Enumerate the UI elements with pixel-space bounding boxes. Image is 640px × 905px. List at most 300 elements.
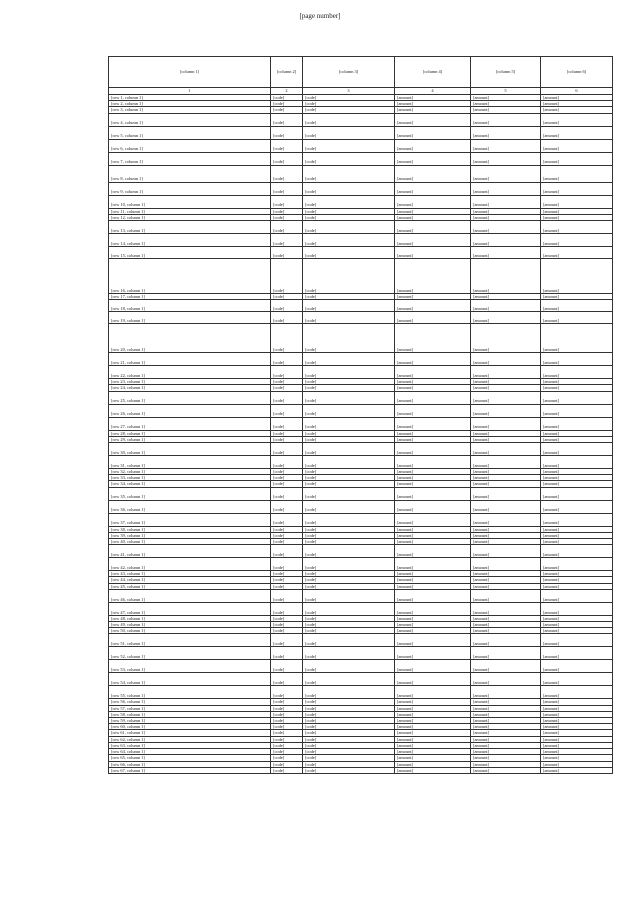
cell-budget-code: [code] (303, 487, 395, 500)
cell-executed: [amount] (471, 602, 541, 615)
cell-executed: [amount] (471, 430, 541, 436)
cell-line-code: [code] (271, 647, 303, 660)
cell-line-code: [code] (271, 577, 303, 583)
cell-budget-code: [code] (303, 391, 395, 404)
cell-line-code: [code] (271, 324, 303, 353)
cell-unexecuted: [amount] (541, 699, 613, 705)
cell-name: [row 67, column 1] (109, 767, 271, 773)
cell-executed: [amount] (471, 443, 541, 456)
cell-name: [row 8, column 1] (109, 165, 271, 182)
cell-executed: [amount] (471, 165, 541, 182)
table-row (109, 366, 613, 379)
cell-line-code: [code] (271, 660, 303, 673)
cell-unexecuted: [amount] (541, 767, 613, 773)
cell-approved: [amount] (395, 730, 471, 736)
cell-approved: [amount] (395, 152, 471, 165)
cell-approved: [amount] (395, 767, 471, 773)
cell-approved: [amount] (395, 545, 471, 558)
cell-name: [row 61, column 1] (109, 730, 271, 736)
cell-unexecuted: [amount] (541, 294, 613, 300)
cell-budget-code: [code] (303, 571, 395, 577)
cell-budget-code: [code] (303, 208, 395, 214)
cell-budget-code: [code] (303, 385, 395, 391)
cell-line-code: [code] (271, 404, 303, 417)
table-row (109, 126, 613, 139)
cell-executed: [amount] (471, 705, 541, 711)
cell-line-code: [code] (271, 622, 303, 628)
cell-name: [row 14, column 1] (109, 234, 271, 247)
cell-executed: [amount] (471, 571, 541, 577)
table-row (109, 152, 613, 165)
cell-budget-code: [code] (303, 366, 395, 379)
cell-name: [row 5, column 1] (109, 126, 271, 139)
cell-executed: [amount] (471, 436, 541, 442)
cell-name: [row 65, column 1] (109, 755, 271, 761)
cell-name: [row 48, column 1] (109, 615, 271, 621)
cell-approved: [amount] (395, 324, 471, 353)
cell-name: [row 20, column 1] (109, 324, 271, 353)
cell-unexecuted: [amount] (541, 417, 613, 430)
column-header: [column 1] (109, 57, 271, 88)
table-row (109, 404, 613, 417)
cell-executed: [amount] (471, 95, 541, 101)
table-row (109, 391, 613, 404)
cell-approved: [amount] (395, 443, 471, 456)
cell-name: [row 25, column 1] (109, 391, 271, 404)
cell-unexecuted: [amount] (541, 165, 613, 182)
cell-approved: [amount] (395, 481, 471, 487)
cell-name: [row 42, column 1] (109, 558, 271, 571)
cell-budget-code: [code] (303, 634, 395, 647)
cell-name: [row 55, column 1] (109, 686, 271, 699)
cell-budget-code: [code] (303, 628, 395, 634)
cell-executed: [amount] (471, 749, 541, 755)
cell-budget-code: [code] (303, 436, 395, 442)
cell-name: [row 64, column 1] (109, 749, 271, 755)
cell-name: [row 54, column 1] (109, 673, 271, 686)
cell-unexecuted: [amount] (541, 602, 613, 615)
cell-budget-code: [code] (303, 259, 395, 294)
cell-budget-code: [code] (303, 545, 395, 558)
cell-line-code: [code] (271, 724, 303, 730)
column-header: [column 6] (541, 57, 613, 88)
cell-unexecuted: [amount] (541, 324, 613, 353)
cell-line-code: [code] (271, 385, 303, 391)
cell-approved: [amount] (395, 391, 471, 404)
table-row (109, 589, 613, 602)
cell-approved: [amount] (395, 571, 471, 577)
cell-unexecuted: [amount] (541, 711, 613, 717)
cell-line-code: [code] (271, 718, 303, 724)
cell-unexecuted: [amount] (541, 126, 613, 139)
cell-name: [row 53, column 1] (109, 660, 271, 673)
cell-executed: [amount] (471, 724, 541, 730)
cell-executed: [amount] (471, 182, 541, 195)
cell-name: [row 49, column 1] (109, 622, 271, 628)
cell-approved: [amount] (395, 139, 471, 152)
cell-unexecuted: [amount] (541, 101, 613, 107)
cell-unexecuted: [amount] (541, 730, 613, 736)
cell-unexecuted: [amount] (541, 456, 613, 469)
cell-line-code: [code] (271, 761, 303, 767)
cell-line-code: [code] (271, 500, 303, 513)
cell-unexecuted: [amount] (541, 113, 613, 126)
table-row (109, 234, 613, 247)
cell-approved: [amount] (395, 214, 471, 220)
cell-budget-code: [code] (303, 95, 395, 101)
table-row (109, 247, 613, 259)
table-row (109, 443, 613, 456)
table-row (109, 165, 613, 182)
column-header: [column 5] (471, 57, 541, 88)
cell-unexecuted: [amount] (541, 152, 613, 165)
cell-line-code: [code] (271, 443, 303, 456)
cell-name: [row 52, column 1] (109, 647, 271, 660)
cell-executed: [amount] (471, 577, 541, 583)
cell-unexecuted: [amount] (541, 139, 613, 152)
cell-budget-code: [code] (303, 165, 395, 182)
cell-budget-code: [code] (303, 417, 395, 430)
cell-budget-code: [code] (303, 300, 395, 312)
cell-name: [row 62, column 1] (109, 736, 271, 742)
cell-name: [row 21, column 1] (109, 353, 271, 366)
cell-name: [row 2, column 1] (109, 101, 271, 107)
cell-budget-code: [code] (303, 139, 395, 152)
cell-unexecuted: [amount] (541, 628, 613, 634)
cell-budget-code: [code] (303, 589, 395, 602)
cell-approved: [amount] (395, 724, 471, 730)
cell-name: [row 63, column 1] (109, 742, 271, 748)
cell-name: [row 3, column 1] (109, 107, 271, 113)
cell-budget-code: [code] (303, 113, 395, 126)
cell-line-code: [code] (271, 699, 303, 705)
cell-budget-code: [code] (303, 312, 395, 324)
cell-approved: [amount] (395, 749, 471, 755)
cell-line-code: [code] (271, 615, 303, 621)
cell-executed: [amount] (471, 259, 541, 294)
cell-name: [row 47, column 1] (109, 602, 271, 615)
cell-unexecuted: [amount] (541, 404, 613, 417)
cell-line-code: [code] (271, 430, 303, 436)
cell-budget-code: [code] (303, 647, 395, 660)
cell-executed: [amount] (471, 718, 541, 724)
cell-name: [row 19, column 1] (109, 312, 271, 324)
cell-executed: [amount] (471, 139, 541, 152)
column-number: 4 (395, 88, 471, 95)
cell-budget-code: [code] (303, 622, 395, 628)
cell-budget-code: [code] (303, 577, 395, 583)
cell-line-code: [code] (271, 436, 303, 442)
cell-unexecuted: [amount] (541, 622, 613, 628)
cell-executed: [amount] (471, 558, 541, 571)
cell-unexecuted: [amount] (541, 107, 613, 113)
cell-budget-code: [code] (303, 711, 395, 717)
cell-budget-code: [code] (303, 749, 395, 755)
cell-line-code: [code] (271, 182, 303, 195)
cell-executed: [amount] (471, 686, 541, 699)
cell-unexecuted: [amount] (541, 571, 613, 577)
column-header: [column 2] (271, 57, 303, 88)
cell-unexecuted: [amount] (541, 647, 613, 660)
cell-executed: [amount] (471, 487, 541, 500)
cell-approved: [amount] (395, 475, 471, 481)
cell-name: [row 37, column 1] (109, 513, 271, 526)
cell-line-code: [code] (271, 686, 303, 699)
cell-name: [row 43, column 1] (109, 571, 271, 577)
cell-approved: [amount] (395, 539, 471, 545)
cell-approved: [amount] (395, 195, 471, 208)
cell-unexecuted: [amount] (541, 487, 613, 500)
column-header: [column 4] (395, 57, 471, 88)
cell-line-code: [code] (271, 749, 303, 755)
cell-name: [row 51, column 1] (109, 634, 271, 647)
cell-approved: [amount] (395, 165, 471, 182)
cell-approved: [amount] (395, 718, 471, 724)
cell-name: [row 29, column 1] (109, 436, 271, 442)
cell-budget-code: [code] (303, 481, 395, 487)
cell-approved: [amount] (395, 107, 471, 113)
cell-line-code: [code] (271, 767, 303, 773)
cell-line-code: [code] (271, 558, 303, 571)
cell-line-code: [code] (271, 602, 303, 615)
cell-unexecuted: [amount] (541, 182, 613, 195)
cell-unexecuted: [amount] (541, 221, 613, 234)
cell-line-code: [code] (271, 107, 303, 113)
table-row (109, 353, 613, 366)
cell-approved: [amount] (395, 385, 471, 391)
cell-name: [row 32, column 1] (109, 469, 271, 475)
cell-name: [row 60, column 1] (109, 724, 271, 730)
cell-executed: [amount] (471, 736, 541, 742)
cell-budget-code: [code] (303, 724, 395, 730)
cell-line-code: [code] (271, 312, 303, 324)
cell-name: [row 6, column 1] (109, 139, 271, 152)
table-row (109, 647, 613, 660)
cell-unexecuted: [amount] (541, 195, 613, 208)
column-number-row (109, 88, 613, 95)
cell-name: [row 12, column 1] (109, 214, 271, 220)
cell-approved: [amount] (395, 101, 471, 107)
cell-executed: [amount] (471, 469, 541, 475)
cell-executed: [amount] (471, 379, 541, 385)
cell-unexecuted: [amount] (541, 391, 613, 404)
cell-unexecuted: [amount] (541, 208, 613, 214)
cell-line-code: [code] (271, 366, 303, 379)
cell-budget-code: [code] (303, 221, 395, 234)
cell-executed: [amount] (471, 711, 541, 717)
table-row (109, 673, 613, 686)
cell-unexecuted: [amount] (541, 379, 613, 385)
cell-budget-code: [code] (303, 730, 395, 736)
cell-unexecuted: [amount] (541, 234, 613, 247)
cell-approved: [amount] (395, 711, 471, 717)
cell-unexecuted: [amount] (541, 634, 613, 647)
cell-name: [row 50, column 1] (109, 628, 271, 634)
table-row (109, 195, 613, 208)
cell-executed: [amount] (471, 324, 541, 353)
cell-unexecuted: [amount] (541, 749, 613, 755)
cell-approved: [amount] (395, 208, 471, 214)
cell-line-code: [code] (271, 583, 303, 589)
cell-line-code: [code] (271, 469, 303, 475)
cell-unexecuted: [amount] (541, 513, 613, 526)
cell-unexecuted: [amount] (541, 577, 613, 583)
cell-budget-code: [code] (303, 234, 395, 247)
cell-executed: [amount] (471, 500, 541, 513)
table-row (109, 545, 613, 558)
cell-line-code: [code] (271, 294, 303, 300)
cell-budget-code: [code] (303, 583, 395, 589)
cell-unexecuted: [amount] (541, 95, 613, 101)
cell-unexecuted: [amount] (541, 755, 613, 761)
cell-approved: [amount] (395, 182, 471, 195)
cell-executed: [amount] (471, 481, 541, 487)
cell-unexecuted: [amount] (541, 214, 613, 220)
column-number: 6 (541, 88, 613, 95)
cell-budget-code: [code] (303, 705, 395, 711)
cell-executed: [amount] (471, 152, 541, 165)
cell-executed: [amount] (471, 513, 541, 526)
cell-unexecuted: [amount] (541, 436, 613, 442)
cell-approved: [amount] (395, 436, 471, 442)
cell-approved: [amount] (395, 469, 471, 475)
cell-approved: [amount] (395, 247, 471, 259)
cell-approved: [amount] (395, 577, 471, 583)
cell-name: [row 22, column 1] (109, 366, 271, 379)
cell-approved: [amount] (395, 634, 471, 647)
cell-budget-code: [code] (303, 107, 395, 113)
table-row (109, 312, 613, 324)
cell-name: [row 13, column 1] (109, 221, 271, 234)
cell-executed: [amount] (471, 234, 541, 247)
cell-name: [row 9, column 1] (109, 182, 271, 195)
cell-executed: [amount] (471, 634, 541, 647)
cell-unexecuted: [amount] (541, 686, 613, 699)
cell-approved: [amount] (395, 532, 471, 538)
cell-name: [row 66, column 1] (109, 761, 271, 767)
cell-unexecuted: [amount] (541, 724, 613, 730)
cell-name: [row 16, column 1] (109, 259, 271, 294)
cell-line-code: [code] (271, 208, 303, 214)
cell-approved: [amount] (395, 513, 471, 526)
cell-name: [row 10, column 1] (109, 195, 271, 208)
cell-line-code: [code] (271, 391, 303, 404)
cell-line-code: [code] (271, 221, 303, 234)
table-row (109, 686, 613, 699)
cell-approved: [amount] (395, 456, 471, 469)
cell-executed: [amount] (471, 539, 541, 545)
column-number: 5 (471, 88, 541, 95)
cell-budget-code: [code] (303, 126, 395, 139)
cell-unexecuted: [amount] (541, 539, 613, 545)
table-body (109, 95, 613, 774)
cell-name: [row 31, column 1] (109, 456, 271, 469)
cell-executed: [amount] (471, 628, 541, 634)
cell-budget-code: [code] (303, 660, 395, 673)
cell-unexecuted: [amount] (541, 583, 613, 589)
cell-executed: [amount] (471, 126, 541, 139)
cell-name: [row 58, column 1] (109, 711, 271, 717)
cell-approved: [amount] (395, 312, 471, 324)
cell-approved: [amount] (395, 602, 471, 615)
cell-unexecuted: [amount] (541, 353, 613, 366)
cell-approved: [amount] (395, 113, 471, 126)
cell-unexecuted: [amount] (541, 673, 613, 686)
cell-executed: [amount] (471, 366, 541, 379)
cell-approved: [amount] (395, 379, 471, 385)
cell-approved: [amount] (395, 300, 471, 312)
cell-executed: [amount] (471, 532, 541, 538)
cell-name: [row 56, column 1] (109, 699, 271, 705)
cell-budget-code: [code] (303, 379, 395, 385)
cell-unexecuted: [amount] (541, 615, 613, 621)
cell-approved: [amount] (395, 660, 471, 673)
cell-approved: [amount] (395, 294, 471, 300)
cell-budget-code: [code] (303, 195, 395, 208)
cell-budget-code: [code] (303, 736, 395, 742)
cell-executed: [amount] (471, 208, 541, 214)
cell-executed: [amount] (471, 615, 541, 621)
cell-executed: [amount] (471, 195, 541, 208)
cell-budget-code: [code] (303, 742, 395, 748)
cell-executed: [amount] (471, 101, 541, 107)
cell-unexecuted: [amount] (541, 312, 613, 324)
cell-name: [row 33, column 1] (109, 475, 271, 481)
cell-budget-code: [code] (303, 558, 395, 571)
cell-budget-code: [code] (303, 532, 395, 538)
cell-unexecuted: [amount] (541, 385, 613, 391)
cell-unexecuted: [amount] (541, 761, 613, 767)
cell-line-code: [code] (271, 101, 303, 107)
cell-line-code: [code] (271, 113, 303, 126)
cell-approved: [amount] (395, 487, 471, 500)
cell-executed: [amount] (471, 767, 541, 773)
cell-unexecuted: [amount] (541, 705, 613, 711)
cell-executed: [amount] (471, 221, 541, 234)
table-row (109, 513, 613, 526)
cell-budget-code: [code] (303, 673, 395, 686)
cell-line-code: [code] (271, 300, 303, 312)
cell-budget-code: [code] (303, 404, 395, 417)
cell-unexecuted: [amount] (541, 475, 613, 481)
cell-line-code: [code] (271, 545, 303, 558)
cell-unexecuted: [amount] (541, 366, 613, 379)
cell-approved: [amount] (395, 761, 471, 767)
cell-unexecuted: [amount] (541, 247, 613, 259)
cell-name: [row 27, column 1] (109, 417, 271, 430)
cell-budget-code: [code] (303, 699, 395, 705)
cell-line-code: [code] (271, 214, 303, 220)
cell-approved: [amount] (395, 430, 471, 436)
cell-name: [row 44, column 1] (109, 577, 271, 583)
cell-executed: [amount] (471, 214, 541, 220)
column-header: [column 3] (303, 57, 395, 88)
table-row (109, 259, 613, 294)
cell-line-code: [code] (271, 417, 303, 430)
cell-approved: [amount] (395, 558, 471, 571)
table-row (109, 417, 613, 430)
cell-unexecuted: [amount] (541, 500, 613, 513)
cell-approved: [amount] (395, 628, 471, 634)
cell-name: [row 23, column 1] (109, 379, 271, 385)
cell-executed: [amount] (471, 456, 541, 469)
cell-line-code: [code] (271, 589, 303, 602)
cell-executed: [amount] (471, 761, 541, 767)
cell-unexecuted: [amount] (541, 481, 613, 487)
header-row (109, 57, 613, 88)
cell-name: [row 39, column 1] (109, 532, 271, 538)
cell-line-code: [code] (271, 711, 303, 717)
